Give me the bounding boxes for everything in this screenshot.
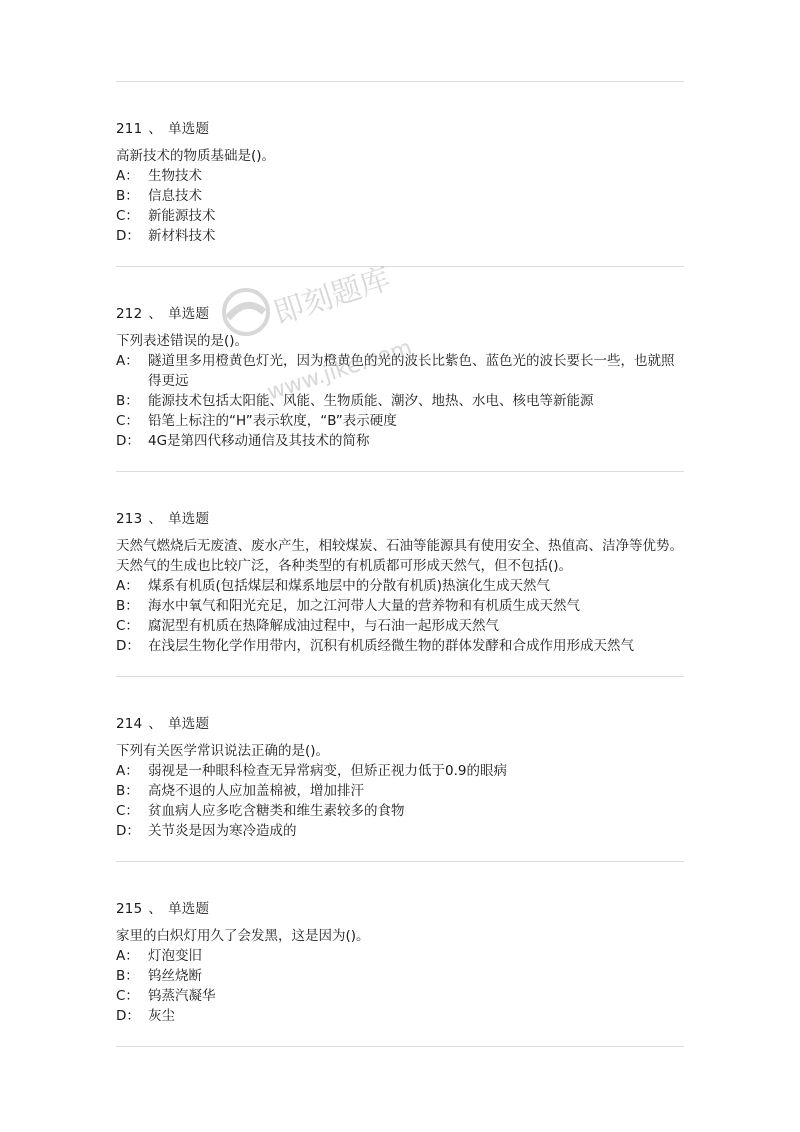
option-letter: B： [116,968,139,984]
option-text: 钨丝烧断 [148,968,202,984]
answer-option [116,351,684,391]
question-separator: 、 [148,901,163,917]
option-text: 信息技术 [148,188,202,204]
question-number: 215 [116,901,143,917]
question-stem: 下列有关医学常识说法正确的是()。 [116,743,330,759]
option-text: 高烧不退的人应加盖棉被，增加排汗 [148,783,364,799]
option-letter: B： [116,598,139,614]
option-text: 铅笔上标注的“H”表示软度，“B”表示硬度 [148,413,397,429]
answer-option [116,576,684,596]
option-letter: B： [116,393,139,409]
option-text: 煤系有机质(包括煤层和煤系地层中的分散有机质)热演化生成天然气 [148,578,551,594]
answer-option [116,596,684,616]
option-text: 弱视是一种眼科检查无异常病变，但矫正视力低于0.9的眼病 [148,763,507,779]
answer-option [116,616,684,636]
option-letter: B： [116,188,139,204]
answer-option [116,391,684,411]
option-letter: C： [116,208,139,224]
option-text: 4G是第四代移动通信及其技术的简称 [148,433,370,449]
option-text: 海水中氧气和阳光充足，加之江河带人大量的营养物和有机质生成天然气 [148,598,580,614]
option-letter: A： [116,168,139,184]
question-type: 单选题 [168,901,210,917]
option-letter: B： [116,783,139,799]
question-block [116,82,684,266]
question-number: 214 [116,716,143,732]
option-text: 新材料技术 [148,228,216,244]
question-stem: 家里的白炽灯用久了会发黑，这是因为()。 [116,928,370,944]
question-block [116,267,684,471]
answer-option [116,206,684,226]
answer-option [116,411,684,431]
answer-option [116,801,684,821]
option-text: 灰尘 [148,1008,175,1024]
option-letter: A： [116,763,139,779]
question-type: 单选题 [168,716,210,732]
answer-option [116,966,684,986]
question-header [116,899,684,919]
question-type: 单选题 [168,121,210,137]
option-letter: A： [116,353,139,369]
option-text: 关节炎是因为寒冷造成的 [148,823,297,839]
option-letter: D： [116,433,140,449]
question-header [116,119,684,139]
question-list [116,82,684,1047]
question-separator: 、 [148,716,163,732]
option-letter: D： [116,228,140,244]
option-letter: A： [116,578,139,594]
option-text: 贫血病人应多吃含糖类和维生素较多的食物 [148,803,405,819]
option-text: 灯泡变旧 [148,948,202,964]
watermark-url: www.jike.com [264,335,416,406]
option-letter: C： [116,618,139,634]
question-header [116,714,684,734]
document-page [116,0,684,1047]
option-letter: D： [116,1008,140,1024]
answer-option [116,166,684,186]
option-letter: D： [116,638,140,654]
option-text: 钨蒸汽凝华 [148,988,216,1004]
answer-option [116,186,684,206]
question-separator: 、 [148,121,163,137]
option-text: 在浅层生物化学作用带内，沉积有机质经微生物的群体发酵和合成作用形成天然气 [148,638,634,654]
divider [116,1046,684,1047]
option-letter: C： [116,413,139,429]
question-type: 单选题 [168,511,210,527]
answer-option [116,946,684,966]
answer-option [116,636,684,656]
watermark-brand: 即刻题库 [269,261,395,332]
option-text: 隧道里多用橙黄色灯光，因为橙黄色的光的波长比紫色、蓝色光的波长要长一些，也就照得更远 [148,353,675,389]
question-separator: 、 [148,511,163,527]
answer-option [116,1006,684,1026]
question-header [116,304,684,324]
option-text: 能源技术包括太阳能、风能、生物质能、潮汐、地热、水电、核电等新能源 [148,393,594,409]
question-block [116,677,684,861]
option-letter: A： [116,948,139,964]
question-stem: 下列表述错误的是()。 [116,333,249,349]
option-letter: C： [116,988,139,1004]
answer-option [116,781,684,801]
question-block [116,862,684,1046]
option-text: 生物技术 [148,168,202,184]
question-stem: 天然气燃烧后无废渣、废水产生，相较煤炭、石油等能源具有使用安全、热值高、洁净等优势。天然气的生成也比较广泛，各种类型的有机质都可形成天然气，但不包括()。 [116,538,683,574]
answer-option [116,431,684,451]
question-type: 单选题 [168,306,210,322]
question-separator: 、 [148,306,163,322]
answer-option [116,821,684,841]
answer-option [116,986,684,1006]
question-number: 213 [116,511,143,527]
answer-option [116,761,684,781]
option-text: 腐泥型有机质在热降解成油过程中，与石油一起形成天然气 [148,618,499,634]
option-letter: D： [116,823,140,839]
question-number: 212 [116,306,143,322]
question-number: 211 [116,121,143,137]
question-header [116,509,684,529]
answer-option [116,226,684,246]
option-letter: C： [116,803,139,819]
question-block [116,472,684,676]
question-stem: 高新技术的物质基础是()。 [116,148,276,164]
option-text: 新能源技术 [148,208,216,224]
